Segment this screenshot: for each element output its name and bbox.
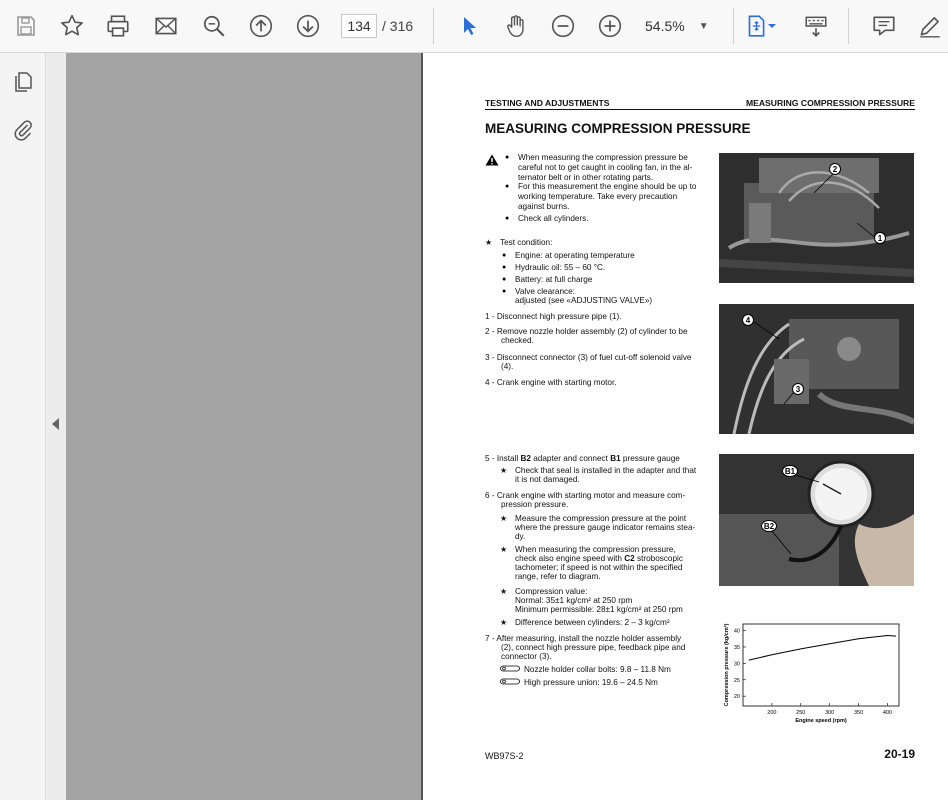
step-line: (4). bbox=[501, 362, 514, 371]
pdf-page bbox=[423, 53, 948, 800]
print-icon[interactable] bbox=[102, 10, 134, 42]
compression-curve bbox=[749, 636, 896, 661]
zoom-in-icon[interactable] bbox=[594, 10, 626, 42]
warning-line: careful not to get caught in cooling fan, in the al- bbox=[518, 163, 693, 172]
star-icon: ★ bbox=[500, 514, 508, 523]
x-tick-label: 300 bbox=[825, 710, 835, 716]
footer-model: WB97S-2 bbox=[485, 751, 524, 761]
star-icon: ★ bbox=[500, 466, 508, 475]
compression-minimum: Minimum permissible: 28±1 kg/cm² at 250 rpm bbox=[515, 605, 683, 614]
y-tick-label: 40 bbox=[733, 628, 740, 635]
step6-note: range, refer to diagram. bbox=[515, 572, 601, 581]
zoom-level-value: 54.5% bbox=[645, 18, 685, 34]
chart-frame bbox=[743, 624, 899, 706]
compression-chart bbox=[719, 618, 914, 733]
scroll-mode-icon[interactable] bbox=[800, 10, 832, 42]
x-tick-label: 250 bbox=[796, 710, 806, 716]
engine-photo-2 bbox=[719, 304, 914, 434]
zoom-out-icon[interactable] bbox=[547, 10, 579, 42]
zoom-search-icon[interactable] bbox=[198, 10, 230, 42]
x-axis-label: Engine speed (rpm) bbox=[795, 718, 847, 724]
email-icon[interactable] bbox=[150, 10, 182, 42]
step7-line: connector (3). bbox=[501, 652, 552, 661]
condition-item: Hydraulic oil: 55 – 60 °C. bbox=[515, 263, 606, 272]
step6-note: When measuring the compression pressure, bbox=[515, 545, 676, 554]
bullet: ● bbox=[502, 252, 507, 259]
x-tick-label: 200 bbox=[767, 710, 777, 716]
compression-normal: Normal: 35±1 kg/cm² at 250 rpm bbox=[515, 596, 633, 605]
step-line: 1 - Disconnect high pressure pipe (1). bbox=[485, 312, 622, 321]
y-tick-label: 25 bbox=[733, 677, 740, 684]
step5-note: Check that seal is installed in the adapter and that bbox=[515, 466, 697, 475]
compression-difference: Difference between cylinders: 2 – 3 kg/cm² bbox=[515, 618, 670, 627]
page-header-left: TESTING AND ADJUSTMENTS bbox=[485, 98, 610, 108]
condition-item: Valve clearance: bbox=[515, 287, 575, 296]
torque-wrench-icon bbox=[500, 665, 520, 672]
y-axis-label: Compression pressure (kg/cm²) bbox=[724, 623, 730, 707]
step6-line: 6 - Crank engine with starting motor and measure com- bbox=[485, 491, 686, 500]
callout-b1: B1 bbox=[782, 465, 798, 477]
left-sidebar bbox=[0, 53, 46, 800]
document-background bbox=[66, 53, 421, 800]
zoom-level-select[interactable] bbox=[645, 14, 721, 38]
page-total-label: / 316 bbox=[382, 18, 414, 34]
page-header-right: MEASURING COMPRESSION PRESSURE bbox=[745, 98, 915, 108]
page-title: MEASURING COMPRESSION PRESSURE bbox=[485, 121, 751, 136]
chevron-down-icon: ▼ bbox=[698, 20, 709, 32]
main-toolbar bbox=[0, 0, 948, 53]
footer-page-number: 20-19 bbox=[884, 747, 915, 761]
step-line: 2 - Remove nozzle holder assembly (2) of cylinder to be bbox=[485, 327, 688, 336]
warning-line: For this measurement the engine should be up to bbox=[518, 182, 697, 191]
collapse-panel-arrow-icon[interactable] bbox=[52, 418, 59, 430]
callout-3: 3 bbox=[792, 383, 804, 395]
callout-2: 2 bbox=[829, 163, 841, 175]
step6-note: Measure the compression pressure at the point bbox=[515, 514, 687, 523]
test-condition-label: Test condition: bbox=[500, 238, 553, 247]
y-tick-label: 35 bbox=[733, 644, 740, 651]
step6-note: where the pressure gauge indicator remains stea- bbox=[515, 523, 696, 532]
bullet: ● bbox=[505, 183, 510, 190]
engine-photo-1 bbox=[719, 153, 914, 283]
warning-triangle-icon bbox=[485, 154, 499, 166]
compression-value-label: Compression value: bbox=[515, 587, 588, 596]
attachment-paperclip-icon[interactable] bbox=[8, 115, 38, 145]
bullet: ● bbox=[502, 288, 507, 295]
x-tick-label: 350 bbox=[853, 710, 864, 716]
step6-line: pression pressure. bbox=[501, 500, 569, 509]
warning-line: ternator belt or in other rotating parts. bbox=[518, 173, 654, 182]
star-icon: ★ bbox=[500, 545, 508, 554]
comment-icon[interactable] bbox=[868, 10, 900, 42]
bookmark-star-icon[interactable] bbox=[56, 10, 88, 42]
bullet: ● bbox=[502, 276, 507, 283]
bullet: ● bbox=[505, 215, 510, 222]
save-icon[interactable] bbox=[10, 10, 42, 42]
toolbar-divider bbox=[848, 8, 849, 44]
step5-line: 5 - Install B2 adapter and connect B1 pressure gauge bbox=[485, 454, 680, 463]
star-icon: ★ bbox=[485, 238, 493, 247]
select-cursor-icon[interactable] bbox=[453, 10, 485, 42]
pen-highlight-icon[interactable] bbox=[914, 10, 946, 42]
callout-b2: B2 bbox=[761, 520, 777, 532]
y-tick-label: 20 bbox=[733, 694, 740, 701]
step5-note: it is not damaged. bbox=[515, 475, 580, 484]
condition-item: adjusted (see «ADJUSTING VALVE») bbox=[515, 296, 653, 305]
torque-spec: High pressure union: 19.6 – 24.5 Nm bbox=[524, 678, 658, 687]
previous-page-icon[interactable] bbox=[245, 10, 277, 42]
next-page-icon[interactable] bbox=[292, 10, 324, 42]
bullet: ● bbox=[505, 154, 510, 161]
x-tick-label: 400 bbox=[882, 710, 893, 716]
condition-item: Engine: at operating temperature bbox=[515, 251, 635, 260]
warning-line: working temperature. Take every precaution bbox=[518, 192, 678, 201]
warning-line: Check all cylinders. bbox=[518, 214, 589, 223]
pressure-gauge-photo bbox=[719, 454, 914, 586]
step7-line: (2), connect high pressure pipe, feedback pipe and bbox=[501, 643, 686, 652]
step6-note: check also engine speed with C2 stroboscopic bbox=[515, 554, 683, 563]
y-tick-label: 30 bbox=[733, 661, 740, 668]
hand-tool-icon[interactable] bbox=[500, 10, 532, 42]
step6-note: tachometer; if speed is not within the specified bbox=[515, 563, 683, 572]
torque-wrench-icon bbox=[500, 678, 520, 685]
fit-options-chevron-icon[interactable] bbox=[762, 10, 782, 42]
toolbar-divider bbox=[433, 8, 434, 44]
page-number-input[interactable]: 134 bbox=[341, 14, 377, 38]
step6-note: dy. bbox=[515, 532, 526, 541]
warning-line: When measuring the compression pressure be bbox=[518, 153, 688, 162]
star-icon: ★ bbox=[500, 618, 508, 627]
step7-line: 7 - After measuring, install the nozzle holder assembly bbox=[485, 634, 682, 643]
callout-1: 1 bbox=[874, 232, 886, 244]
step-line: 3 - Disconnect connector (3) of fuel cut-off solenoid valve bbox=[485, 353, 692, 362]
warning-line: against burns. bbox=[518, 202, 570, 211]
step-line: checked. bbox=[501, 336, 534, 345]
star-icon: ★ bbox=[500, 587, 508, 596]
step-line: 4 - Crank engine with starting motor. bbox=[485, 378, 617, 387]
toolbar-divider bbox=[733, 8, 734, 44]
torque-spec: Nozzle holder collar bolts: 9.8 – 11.8 Nm bbox=[524, 665, 671, 674]
header-rule bbox=[485, 109, 915, 110]
page-thumbnails-icon[interactable] bbox=[8, 67, 38, 97]
callout-4: 4 bbox=[742, 314, 754, 326]
condition-item: Battery: at full charge bbox=[515, 275, 593, 284]
bullet: ● bbox=[502, 264, 507, 271]
